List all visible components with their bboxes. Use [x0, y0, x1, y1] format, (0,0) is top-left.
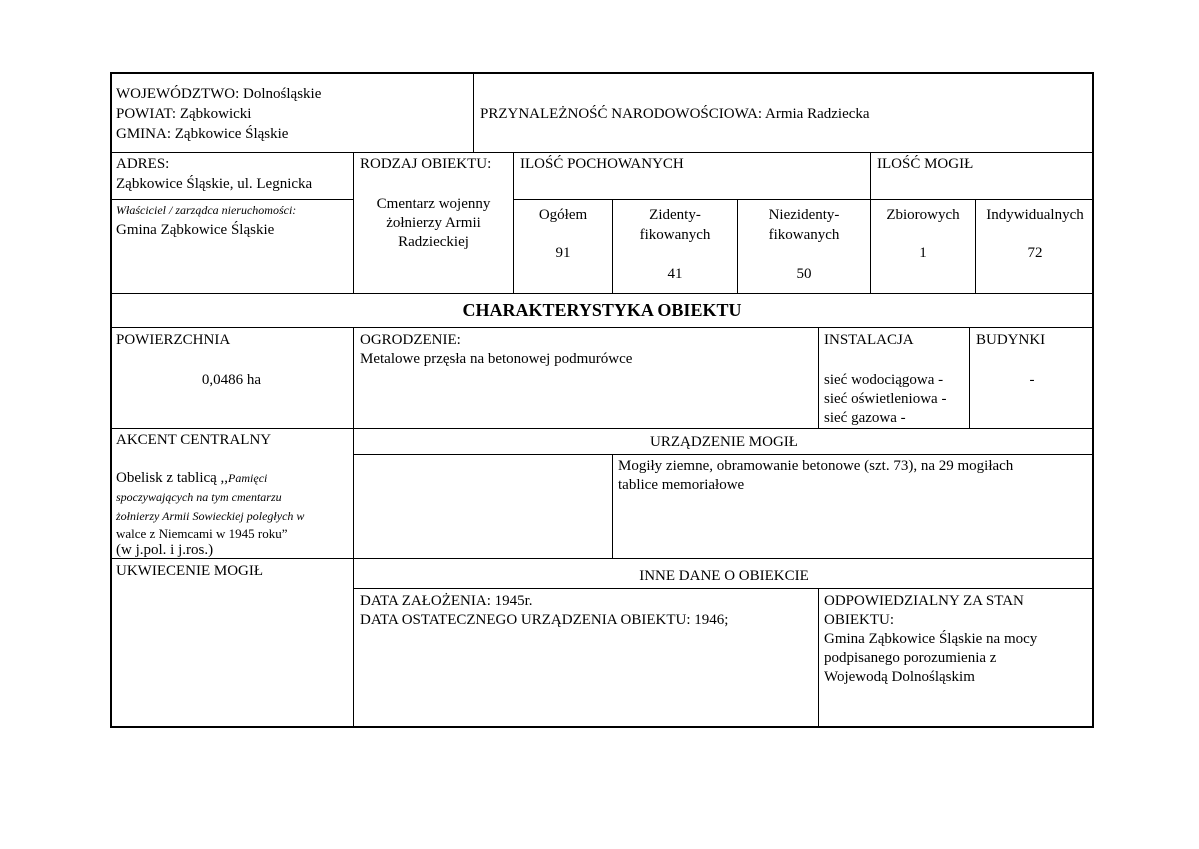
data-zalozenia: DATA ZAŁOŻENIA: 1945r.: [360, 593, 533, 609]
col-divider: [353, 327, 354, 728]
adres-label: ADRES:: [116, 156, 170, 172]
niezidentyfikowanych-label: Niezidenty-: [768, 207, 840, 223]
urzadzenie-mogil-value: Mogiły ziemne, obramowanie betonowe (szt. 73), na 29 mogiłach: [618, 458, 1014, 474]
row-divider: [513, 199, 1094, 200]
row-divider: [110, 327, 1094, 328]
indywidualnych-label: Indywidualnych: [986, 207, 1084, 223]
ogolem-label: Ogółem: [538, 207, 588, 223]
ogrodzenie-label: OGRODZENIE:: [360, 332, 461, 348]
row-divider: [354, 588, 1094, 589]
gmina: GMINA: Ząbkowice Śląskie: [116, 126, 289, 142]
rodzaj-obiektu-line: Radzieckiej: [398, 234, 469, 250]
odpowiedzialny-line: ODPOWIEDZIALNY ZA STAN: [824, 593, 1024, 609]
akcent-line: Obelisk z tablicą ,,Pamięci: [116, 470, 268, 486]
wojewodztwo: WOJEWÓDZTWO: Dolnośląskie: [116, 86, 322, 102]
odpowiedzialny-line: Gmina Ząbkowice Śląskie na mocy: [824, 631, 1038, 647]
col-divider: [473, 72, 474, 152]
instalacja-item: sieć oświetleniowa -: [824, 391, 947, 407]
row-divider: [110, 293, 1094, 294]
akcent-line: żołnierzy Armii Sowieckiej poległych w: [116, 509, 305, 523]
ogrodzenie-value: Metalowe przęsła na betonowej podmurówce: [360, 351, 633, 367]
niezidentyfikowanych-value: 50: [796, 266, 812, 282]
col-divider: [818, 327, 819, 428]
data-urzadzenia: DATA OSTATECZNEGO URZĄDZENIA OBIEKTU: 1946;: [360, 612, 729, 628]
niezidentyfikowanych-label: fikowanych: [768, 227, 840, 243]
rodzaj-obiektu-line: żołnierzy Armii: [386, 215, 481, 231]
odpowiedzialny-line: podpisanego porozumienia z: [824, 650, 997, 666]
odpowiedzialny-line: Wojewodą Dolnośląskim: [824, 669, 975, 685]
powierzchnia-value: 0,0486 ha: [201, 372, 262, 388]
odpowiedzialny-line: OBIEKTU:: [824, 612, 894, 628]
instalacja-label: INSTALACJA: [824, 332, 914, 348]
akcent-line: walce z Niemcami w 1945 roku”: [116, 526, 288, 541]
zidentyfikowanych-value: 41: [667, 266, 683, 282]
rodzaj-obiektu-line: Cmentarz wojenny: [376, 196, 491, 212]
row-divider: [110, 558, 1094, 559]
akcent-centralny-label: AKCENT CENTRALNY: [116, 432, 272, 448]
row-divider: [354, 454, 1094, 455]
ilosc-pochowanych-label: ILOŚĆ POCHOWANYCH: [520, 156, 684, 172]
row-divider: [110, 199, 354, 200]
indywidualnych-value: 72: [1027, 245, 1043, 261]
urzadzenie-mogil-value: tablice memoriałowe: [618, 477, 745, 493]
row-divider: [110, 428, 1094, 429]
rodzaj-obiektu-label: RODZAJ OBIEKTU:: [360, 156, 492, 172]
przynaleznosc-narodowosciowa: PRZYNALEŻNOŚĆ NARODOWOŚCIOWA: Armia Radziecka: [480, 106, 870, 122]
zidentyfikowanych-label: fikowanych: [639, 227, 711, 243]
instalacja-item: sieć gazowa -: [824, 410, 906, 426]
instalacja-item: sieć wodociągowa -: [824, 372, 944, 388]
budynki-value: -: [1029, 372, 1035, 388]
zidentyfikowanych-label: Zidenty-: [649, 207, 701, 223]
col-divider: [612, 454, 613, 558]
adres-value: Ząbkowice Śląskie, ul. Legnicka: [116, 176, 313, 192]
powierzchnia-label: POWIERZCHNIA: [116, 332, 231, 348]
zbiorowych-label: Zbiorowych: [886, 207, 960, 223]
inne-dane-label: INNE DANE O OBIEKCIE: [639, 568, 809, 584]
owner-label: Właściciel / zarządca nieruchomości:: [116, 203, 297, 217]
zbiorowych-value: 1: [919, 245, 927, 261]
col-divider: [818, 588, 819, 728]
ukwiecenie-mogil-label: UKWIECENIE MOGIŁ: [116, 563, 264, 579]
budynki-label: BUDYNKI: [976, 332, 1046, 348]
powiat: POWIAT: Ząbkowicki: [116, 106, 252, 122]
ilosc-mogil-label: ILOŚĆ MOGIŁ: [877, 156, 974, 172]
akcent-line: spoczywających na tym cmentarzu: [116, 490, 282, 504]
section-title: CHARAKTERYSTYKA OBIEKTU: [462, 300, 742, 320]
akcent-line: (w j.pol. i j.ros.): [116, 542, 214, 558]
urzadzenie-mogil-label: URZĄDZENIE MOGIŁ: [650, 434, 798, 450]
owner-value: Gmina Ząbkowice Śląskie: [116, 222, 275, 238]
ogolem-value: 91: [555, 245, 571, 261]
row-divider: [110, 152, 1094, 153]
